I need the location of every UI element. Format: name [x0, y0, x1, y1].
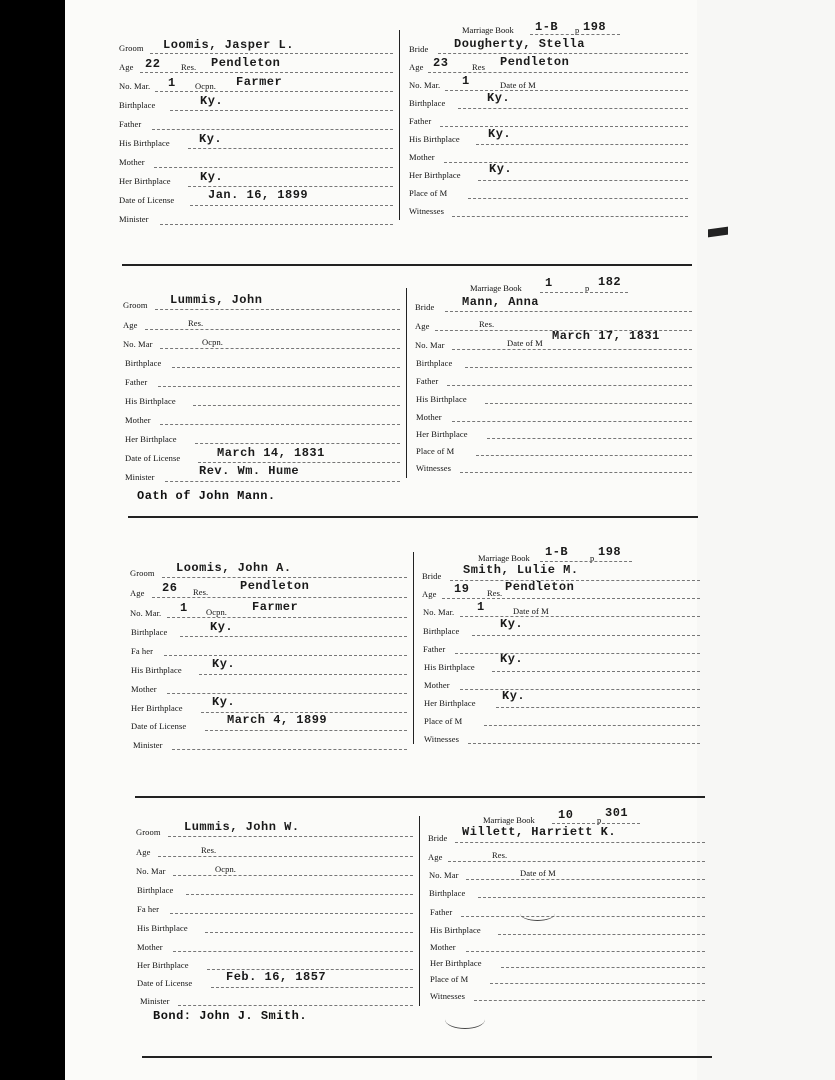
fill-line: [455, 842, 705, 843]
fill-line: [487, 438, 692, 439]
bride-date-of-m-label: Date of M: [513, 606, 549, 616]
marriage-book-number: 1: [545, 276, 553, 290]
column-divider: [419, 816, 420, 1006]
fill-line: [172, 367, 400, 368]
fill-line: [452, 216, 688, 217]
groom-her-birthplace-label: Her Birthplace: [131, 703, 183, 713]
bride-mother-label: Mother: [430, 942, 456, 952]
fill-line: [173, 951, 413, 952]
fill-line: [172, 749, 407, 750]
groom-res-label: Res.: [188, 318, 204, 328]
bride-age: 23: [433, 56, 449, 70]
groom-her-birthplace: Ky.: [200, 170, 224, 184]
bride-res: Pendleton: [505, 580, 575, 594]
fill-line: [474, 1000, 705, 1001]
marriage-book-page-label: p: [585, 283, 590, 293]
fill-line: [468, 198, 688, 199]
groom-birthplace-label: Birthplace: [125, 358, 162, 368]
bride-witnesses-label: Witnesses: [424, 734, 460, 744]
groom-label: Groom: [123, 300, 148, 310]
groom-name: Loomis, Jasper L.: [163, 38, 294, 52]
bride-place-label: Place of M: [409, 188, 448, 198]
groom-his-birthplace-label: His Birthplace: [137, 923, 188, 933]
fill-line: [478, 180, 688, 181]
bride-label: Bride: [422, 571, 442, 581]
bride-her-birthplace-label: Her Birthplace: [430, 958, 482, 968]
fill-line: [468, 743, 700, 744]
groom-license-label: Date of License: [119, 195, 175, 205]
record-separator: [122, 264, 692, 266]
groom-her-birthplace-label: Her Birthplace: [125, 434, 177, 444]
bride-witnesses-label: Witnesses: [409, 206, 445, 216]
bride-birthplace-label: Birthplace: [416, 358, 453, 368]
groom-age: 22: [145, 57, 161, 71]
marriage-book-number: 10: [558, 808, 574, 822]
fill-line: [428, 72, 688, 73]
groom-age: 26: [162, 581, 178, 595]
column-divider: [399, 30, 400, 220]
bride-his-birthplace-label: His Birthplace: [430, 925, 481, 935]
fill-line: [162, 577, 407, 578]
fill-line: [193, 405, 400, 406]
bride-place-label: Place of M: [430, 974, 469, 984]
groom-license-label: Date of License: [125, 453, 181, 463]
fill-line: [455, 653, 700, 654]
fill-line: [530, 34, 620, 35]
groom-his-birthplace-label: His Birthplace: [131, 665, 182, 675]
fill-line: [178, 1005, 413, 1006]
bride-date-of-m: March 17, 1831: [552, 329, 660, 343]
groom-no-mar: 1: [168, 76, 176, 90]
bride-father-label: Father: [416, 376, 439, 386]
record-separator: [135, 796, 705, 798]
bride-age-label: Age: [409, 62, 424, 72]
fill-line: [152, 129, 393, 130]
groom-age-label: Age: [119, 62, 134, 72]
groom-license-date: March 14, 1831: [217, 446, 325, 460]
column-divider: [406, 288, 407, 478]
fill-line: [145, 329, 400, 330]
groom-minister: Rev. Wm. Hume: [199, 464, 300, 478]
fill-line: [190, 205, 393, 206]
bride-age-label: Age: [428, 852, 443, 862]
fill-line: [168, 836, 413, 837]
groom-her-birthplace-label: Her Birthplace: [137, 960, 189, 970]
groom-ocpn-label: Ocpn.: [195, 81, 217, 91]
fill-line: [478, 897, 705, 898]
ink-mark: [445, 1010, 485, 1029]
fill-line: [498, 934, 705, 935]
marriage-book-page-label: p: [597, 815, 602, 825]
groom-no-mar-label: No. Mar.: [119, 81, 151, 91]
fill-line: [195, 443, 400, 444]
bride-name: Dougherty, Stella: [454, 37, 585, 51]
fill-line: [158, 856, 413, 857]
groom-no-mar-label: No. Mar: [136, 866, 166, 876]
fill-line: [440, 126, 688, 127]
fill-line: [540, 292, 628, 293]
fill-line: [466, 951, 705, 952]
groom-age-label: Age: [130, 588, 145, 598]
fill-line: [180, 636, 407, 637]
fill-line: [458, 108, 688, 109]
groom-license-date: March 4, 1899: [227, 713, 328, 727]
fill-line: [438, 53, 688, 54]
fill-line: [205, 932, 413, 933]
fill-line: [466, 879, 705, 880]
fill-line: [452, 421, 692, 422]
groom-birthplace: Ky.: [210, 620, 234, 634]
groom-ocpn-label: Ocpn.: [206, 607, 228, 617]
fill-line: [447, 385, 692, 386]
marriage-book-page: 198: [583, 20, 607, 34]
marriage-book-page-label: p: [590, 553, 595, 563]
fill-line: [211, 987, 413, 988]
fill-line: [448, 861, 705, 862]
groom-label: Groom: [119, 43, 144, 53]
bride-place-label: Place of M: [424, 716, 463, 726]
groom-age-label: Age: [123, 320, 138, 330]
bride-her-birthplace: Ky.: [489, 162, 513, 176]
groom-birthplace-label: Birthplace: [119, 100, 156, 110]
marriage-book-page: 182: [598, 275, 622, 289]
bride-label: Bride: [415, 302, 435, 312]
groom-license-label: Date of License: [131, 721, 187, 731]
marriage-book-page: 301: [605, 806, 629, 820]
bride-name: Mann, Anna: [462, 295, 540, 309]
fill-line: [188, 148, 393, 149]
groom-his-birthplace-label: His Birthplace: [119, 138, 170, 148]
bride-label: Bride: [428, 833, 448, 843]
bride-mother-label: Mother: [424, 680, 450, 690]
bride-her-birthplace-label: Her Birthplace: [416, 429, 468, 439]
bride-res: Pendleton: [500, 55, 570, 69]
fill-line: [155, 91, 393, 92]
fill-line: [198, 462, 400, 463]
bride-father-label: Father: [409, 116, 432, 126]
bride-birthplace: Ky.: [487, 91, 511, 105]
fill-line: [160, 348, 400, 349]
groom-no-mar-label: No. Mar: [123, 339, 153, 349]
fill-line: [460, 616, 700, 617]
fill-line: [460, 472, 692, 473]
bride-place-label: Place of M: [416, 446, 455, 456]
groom-birthplace-label: Birthplace: [131, 627, 168, 637]
bride-no-mar-label: No. Mar: [429, 870, 459, 880]
fill-line: [186, 894, 413, 895]
groom-ocpn-label: Ocpn.: [202, 337, 224, 347]
fill-line: [472, 635, 700, 636]
groom-res-label: Res.: [193, 587, 209, 597]
fill-line: [170, 110, 393, 111]
fill-line: [465, 367, 692, 368]
bride-birthplace-label: Birthplace: [423, 626, 460, 636]
marriage-book-label: Marriage Book: [470, 283, 522, 293]
groom-mother-label: Mother: [137, 942, 163, 952]
fill-line: [501, 967, 705, 968]
bride-name: Willett, Harriett K.: [462, 825, 617, 839]
groom-license-label: Date of License: [137, 978, 193, 988]
bride-date-of-m-label: Date of M: [507, 338, 543, 348]
bride-res-label: Res.: [487, 588, 503, 598]
bride-his-birthplace: Ky.: [488, 127, 512, 141]
ink-mark: [520, 906, 555, 921]
column-divider: [413, 552, 414, 744]
fill-line: [445, 90, 688, 91]
fill-line: [484, 725, 700, 726]
marriage-book-page: 198: [598, 545, 622, 559]
fill-line: [452, 349, 692, 350]
bride-father-label: Father: [423, 644, 446, 654]
bride-age-label: Age: [415, 321, 430, 331]
fill-line: [165, 481, 400, 482]
fill-line: [160, 424, 400, 425]
bride-his-birthplace-label: His Birthplace: [424, 662, 475, 672]
groom-minister-label: Minister: [140, 996, 170, 1006]
fill-line: [170, 913, 413, 914]
groom-name: Loomis, John A.: [176, 561, 292, 575]
fill-line: [552, 823, 640, 824]
marriage-book-label: Marriage Book: [462, 25, 514, 35]
groom-license-date: Feb. 16, 1857: [226, 970, 327, 984]
fill-line: [167, 693, 407, 694]
groom-label: Groom: [136, 827, 161, 837]
bride-her-birthplace: Ky.: [502, 689, 526, 703]
bride-her-birthplace-label: Her Birthplace: [424, 698, 476, 708]
bride-res-label: Res: [472, 62, 486, 72]
groom-father-label: Father: [119, 119, 142, 129]
groom-father-label: Father: [125, 377, 148, 387]
groom-father-label: Fa her: [137, 904, 160, 914]
record-note: Oath of John Mann.: [137, 489, 276, 503]
fill-line: [154, 167, 393, 168]
fill-line: [188, 186, 393, 187]
fill-line: [461, 916, 705, 917]
groom-his-birthplace: Ky.: [199, 132, 223, 146]
bride-label: Bride: [409, 44, 429, 54]
fill-line: [540, 561, 632, 562]
fill-line: [150, 53, 393, 54]
fill-line: [445, 311, 692, 312]
bride-res-label: Res.: [492, 850, 508, 860]
fill-line: [444, 162, 688, 163]
bride-res-label: Res.: [479, 319, 495, 329]
fill-line: [199, 674, 407, 675]
fill-line: [476, 455, 692, 456]
fill-line: [158, 386, 400, 387]
groom-ocpn: Farmer: [252, 600, 299, 614]
groom-res-label: Res.: [181, 62, 197, 72]
bride-no-mar: 1: [462, 74, 470, 88]
groom-minister-label: Minister: [119, 214, 149, 224]
groom-his-birthplace: Ky.: [212, 657, 236, 671]
fill-line: [173, 875, 413, 876]
groom-her-birthplace-label: Her Birthplace: [119, 176, 171, 186]
fill-line: [490, 983, 705, 984]
fill-line: [164, 655, 407, 656]
groom-label: Groom: [130, 568, 155, 578]
bride-no-mar-label: No. Mar.: [409, 80, 441, 90]
marriage-book-number: 1-B: [535, 20, 559, 34]
groom-ocpn: Farmer: [236, 75, 283, 89]
marriage-book-label: Marriage Book: [478, 553, 530, 563]
bride-his-birthplace-label: His Birthplace: [409, 134, 460, 144]
groom-mother-label: Mother: [125, 415, 151, 425]
fill-line: [140, 72, 393, 73]
groom-res: Pendleton: [240, 579, 310, 593]
bride-age: 19: [454, 582, 470, 596]
bride-mother-label: Mother: [409, 152, 435, 162]
fill-line: [496, 707, 700, 708]
bride-birthplace-label: Birthplace: [409, 98, 446, 108]
groom-minister-label: Minister: [133, 740, 163, 750]
fill-line: [167, 617, 407, 618]
page-margin: [697, 0, 835, 1080]
bride-witnesses-label: Witnesses: [430, 991, 466, 1001]
bride-age-label: Age: [422, 589, 437, 599]
bride-date-of-m-label: Date of M: [520, 868, 556, 878]
groom-no-mar-label: No. Mar.: [130, 608, 162, 618]
fill-line: [450, 580, 700, 581]
bride-mother-label: Mother: [416, 412, 442, 422]
bride-date-of-m-label: Date of M: [500, 80, 536, 90]
groom-res: Pendleton: [211, 56, 281, 70]
bride-name: Smith, Lulie M.: [463, 563, 579, 577]
bride-no-mar: 1: [477, 600, 485, 614]
bride-no-mar-label: No. Mar: [415, 340, 445, 350]
fill-line: [492, 671, 700, 672]
groom-minister-label: Minister: [125, 472, 155, 482]
groom-license-date: Jan. 16, 1899: [208, 188, 309, 202]
groom-age-label: Age: [136, 847, 151, 857]
marriage-book-label: Marriage Book: [483, 815, 535, 825]
groom-mother-label: Mother: [119, 157, 145, 167]
bride-his-birthplace-label: His Birthplace: [416, 394, 467, 404]
groom-mother-label: Mother: [131, 684, 157, 694]
bride-his-birthplace: Ky.: [500, 652, 524, 666]
fill-line: [485, 403, 692, 404]
fill-line: [460, 689, 700, 690]
groom-birthplace: Ky.: [200, 94, 224, 108]
groom-no-mar: 1: [180, 601, 188, 615]
bride-her-birthplace-label: Her Birthplace: [409, 170, 461, 180]
bride-father-label: Father: [430, 907, 453, 917]
groom-name: Lummis, John: [170, 293, 263, 307]
groom-ocpn-label: Ocpn.: [215, 864, 237, 874]
fill-line: [205, 730, 407, 731]
groom-his-birthplace-label: His Birthplace: [125, 396, 176, 406]
groom-her-birthplace: Ky.: [212, 695, 236, 709]
groom-father-label: Fa her: [131, 646, 154, 656]
fill-line: [155, 309, 400, 310]
bride-witnesses-label: Witnesses: [416, 463, 452, 473]
bride-no-mar-label: No. Mar.: [423, 607, 455, 617]
fill-line: [160, 224, 393, 225]
record-note: Bond: John J. Smith.: [153, 1009, 308, 1023]
fill-line: [476, 144, 688, 145]
groom-res-label: Res.: [201, 845, 217, 855]
groom-birthplace-label: Birthplace: [137, 885, 174, 895]
marriage-book-page-label: p: [575, 25, 580, 35]
groom-name: Lummis, John W.: [184, 820, 300, 834]
bride-birthplace-label: Birthplace: [429, 888, 466, 898]
fill-line: [152, 597, 407, 598]
fill-line: [442, 598, 700, 599]
bride-birthplace: Ky.: [500, 617, 524, 631]
record-separator: [142, 1056, 712, 1058]
marriage-book-number: 1-B: [545, 545, 569, 559]
record-separator: [128, 516, 698, 518]
